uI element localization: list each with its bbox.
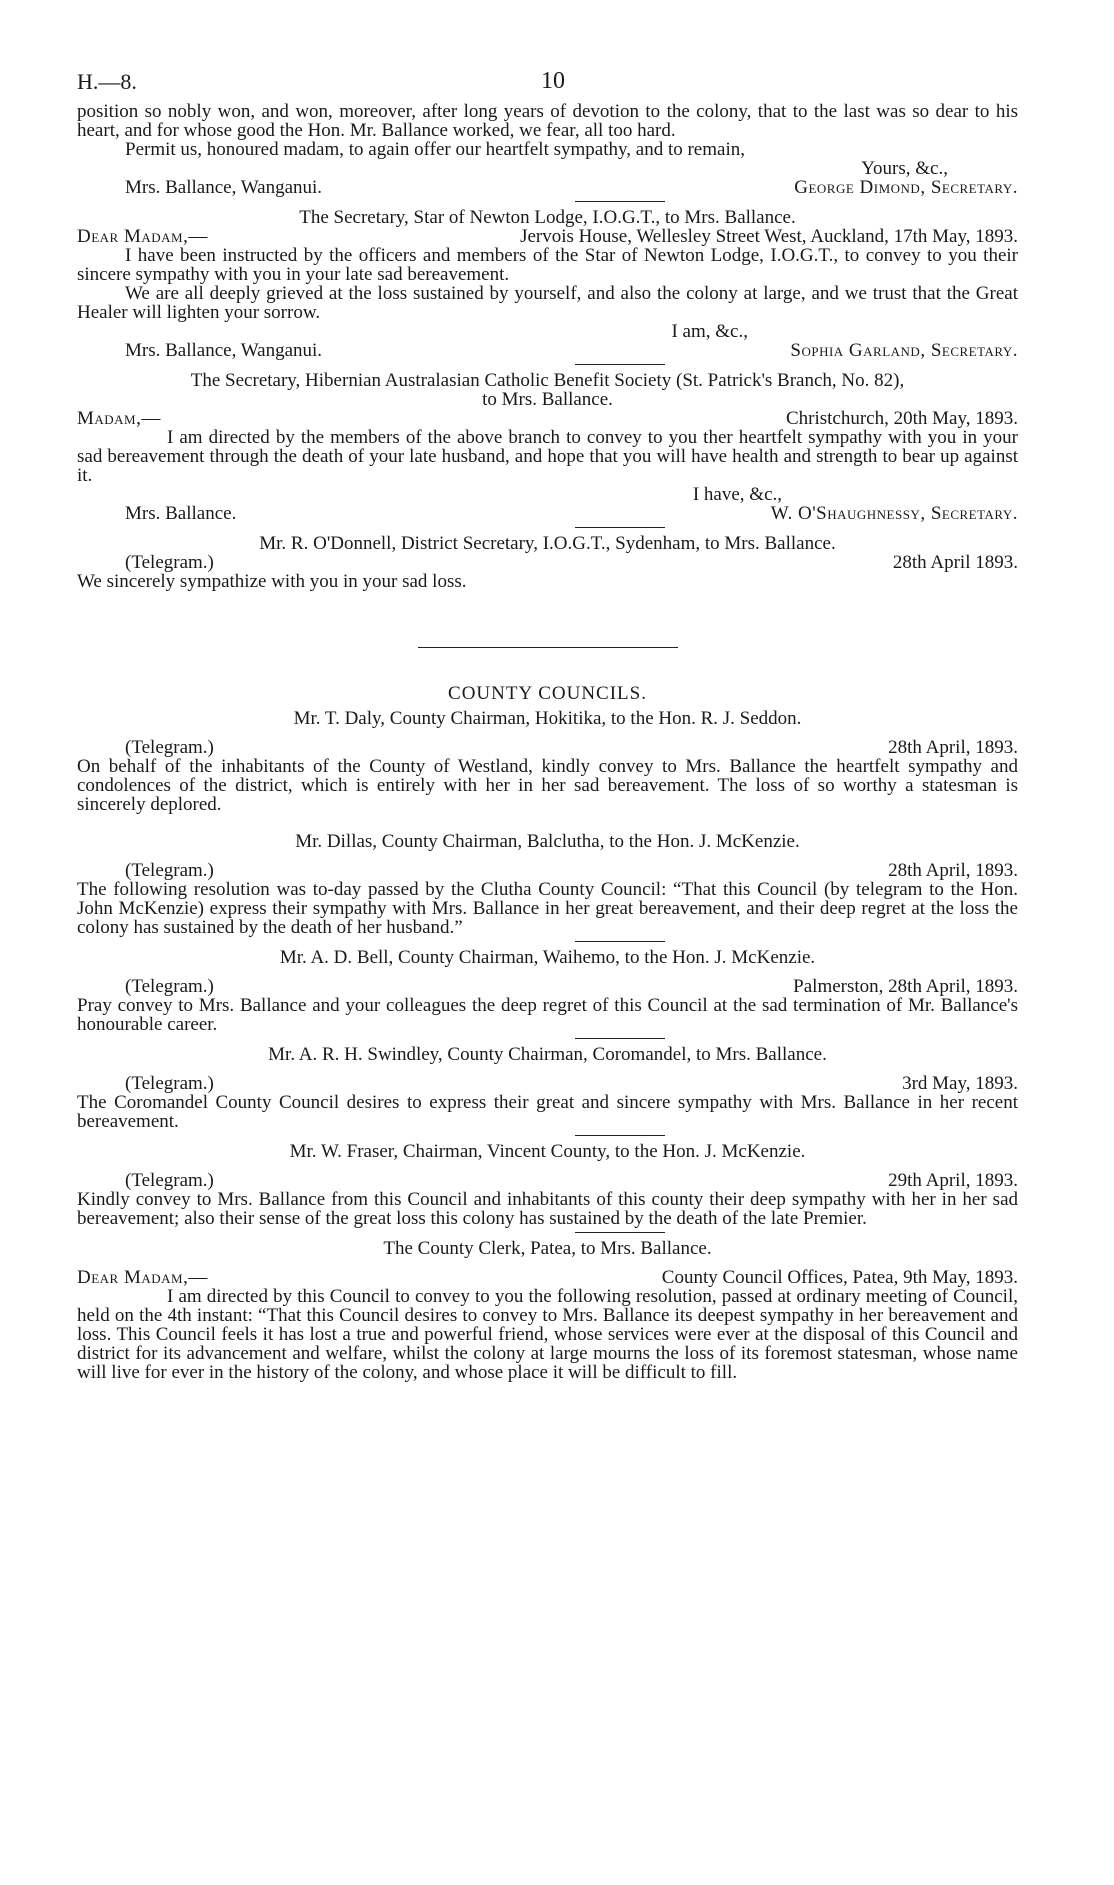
letter-paragraph: position so nobly won, and won, moreover, after long years of devotion to the colony, that to the last was so dear to his heart, and for whose good the Hon. Mr. Ballance worked, we fear, all too hard. — [77, 101, 1018, 141]
telegram-label: (Telegram.) — [125, 860, 214, 881]
letter-heading: Mr. A. D. Bell, County Chairman, Waihemo, to the Hon. J. McKenzie. — [279, 947, 816, 968]
letter-address: Jervois House, Wellesley Street West, Auckland, 17th May, 1893. — [520, 226, 1018, 247]
letter-patea — [77, 1239, 1018, 1382]
letter-signature: Sophia Garland, Secretary. — [790, 340, 1018, 361]
telegram-dillas — [77, 832, 1018, 937]
telegram-odonnell — [77, 534, 1018, 591]
page-number: 10 — [541, 68, 565, 94]
letter-heading: Mr. T. Daly, County Chairman, Hokitika, to the Hon. R. J. Seddon. — [293, 708, 802, 729]
letter-paragraph: I have been instructed by the officers and members of the Star of Newton Lodge, I.O.G.T., to convey to you their sincere sympathy with you in your late sad bereavement. — [77, 245, 1018, 285]
letter-address: Christchurch, 20th May, 1893. — [785, 408, 1018, 429]
section-title: COUNTY COUNCILS. — [448, 683, 647, 704]
letter-closing: Yours, &c., — [861, 158, 948, 179]
letter-date: 29th April, 1893. — [888, 1170, 1018, 1191]
telegram-label: (Telegram.) — [125, 737, 214, 758]
letter-salutation: Madam,— — [77, 408, 161, 429]
letter-closing: I am, &c., — [671, 321, 748, 342]
divider — [575, 1232, 665, 1233]
document-reference: H.—8. — [77, 69, 137, 94]
letter-paragraph: Kindly convey to Mrs. Ballance from this Council and inhabitants of this county their deep sympathy with her in her sad bereavement; also their sense of the great loss this colony has sustained by the death of the late Premier. — [77, 1189, 1018, 1229]
telegram-label: (Telegram.) — [125, 976, 214, 997]
letter-heading: Mr. W. Fraser, Chairman, Vincent County, to the Hon. J. McKenzie. — [289, 1141, 806, 1162]
letter-addressee: Mrs. Ballance, Wanganui. — [125, 177, 323, 198]
page-header — [77, 62, 1018, 102]
letter-signature: W. O'Shaughnessy, Secretary. — [770, 503, 1018, 524]
letter-star-of-newton — [77, 208, 1018, 360]
telegram-bell — [77, 948, 1018, 1034]
divider — [575, 1135, 665, 1136]
section-divider — [418, 647, 678, 648]
letter-heading: Mr. A. R. H. Swindley, County Chairman, Coromandel, to Mrs. Ballance. — [268, 1044, 827, 1065]
letter-paragraph: The following resolution was to-day passed by the Clutha County Council: “That this Council (by telegram to the Hon. John McKenzie) express their sympathy with Mrs. Ballance in her great bereavement, and their deep regret at the loss the colony has sustained by the death of her husband.” — [77, 879, 1018, 938]
letter-heading: The Secretary, Hibernian Australasian Catholic Benefit Society (St. Patrick's Branch, No. 82), — [190, 370, 905, 391]
letter-heading: The Secretary, Star of Newton Lodge, I.O.G.T., to Mrs. Ballance. — [299, 207, 796, 228]
divider — [575, 527, 665, 528]
letter-addressee: Mrs. Ballance. — [125, 503, 237, 524]
divider — [575, 364, 665, 365]
letter-paragraph: The Coromandel County Council desires to express their great and sincere sympathy with Mrs. Ballance in her recent bereavement. — [77, 1092, 1018, 1132]
letter-date: 28th April 1893. — [892, 552, 1018, 573]
letter-addressee: Mrs. Ballance, Wanganui. — [125, 340, 323, 361]
letter-date: 28th April, 1893. — [888, 737, 1018, 758]
letter-salutation: Dear Madam,— — [77, 1267, 208, 1288]
letter-closing: I have, &c., — [692, 484, 782, 505]
letter-paragraph: Pray convey to Mrs. Ballance and your colleagues the deep regret of this Council at the sad termination of Mr. Ballance's honourable career. — [77, 995, 1018, 1035]
letter-date: 28th April, 1893. — [888, 860, 1018, 881]
letter-heading: to Mrs. Ballance. — [482, 389, 613, 410]
letter-date: 3rd May, 1893. — [902, 1073, 1018, 1094]
letter-paragraph: Permit us, honoured madam, to again offer our heartfelt sympathy, and to remain, — [125, 139, 745, 160]
divider — [575, 1038, 665, 1039]
divider — [575, 941, 665, 942]
letter-paragraph: We are all deeply grieved at the loss sustained by yourself, and also the colony at large, and we trust that the Great Healer will lighten your sorrow. — [77, 283, 1018, 323]
letter-hibernian — [77, 371, 1018, 523]
letter-heading: Mr. Dillas, County Chairman, Balclutha, to the Hon. J. McKenzie. — [295, 831, 800, 852]
telegram-daly — [77, 709, 1018, 814]
letter-paragraph: On behalf of the inhabitants of the County of Westland, kindly convey to Mrs. Ballance the heartfelt sympathy and condolences of the district, which is entirely with her in her sad bereavement. The loss of so worthy a statesman is sincerely deplored. — [77, 756, 1018, 815]
letter-paragraph: I am directed by this Council to convey to you the following resolution, passed at ordinary meeting of Council, held on the 4th instant: “That this Council desires to convey to Mrs. Ballance its deepest sympathy in her bereavement and loss. This Council feels it has lost a true and powerful friend, whose services were ever at the disposal of this Council and district for its advancement and welfare, whilst the colony at large mourns the loss of its foremost statesman, whose name will live for ever in the history of the colony, and whose place it will be difficult to fill. — [77, 1286, 1018, 1383]
letter-heading: The County Clerk, Patea, to Mrs. Ballance. — [383, 1238, 712, 1259]
telegram-swindley — [77, 1045, 1018, 1131]
letter-heading: Mr. R. O'Donnell, District Secretary, I.O.G.T., Sydenham, to Mrs. Ballance. — [259, 533, 836, 554]
letter-date: Palmerston, 28th April, 1893. — [793, 976, 1018, 997]
telegram-fraser — [77, 1142, 1018, 1228]
divider — [575, 201, 665, 202]
telegram-label: (Telegram.) — [125, 1170, 214, 1191]
letter-dimond — [77, 102, 1018, 197]
letter-paragraph: We sincerely sympathize with you in your sad loss. — [77, 571, 467, 592]
telegram-label: (Telegram.) — [125, 552, 214, 573]
letter-salutation: Dear Madam,— — [77, 226, 208, 247]
telegram-label: (Telegram.) — [125, 1073, 214, 1094]
letter-paragraph: I am directed by the members of the above branch to convey to you ther heartfelt sympathy with you in your sad bereavement through the death of your late husband, and hope that you will have health and strength to bear up against it. — [77, 427, 1018, 486]
letter-signature: George Dimond, Secretary. — [794, 177, 1018, 198]
letter-address: County Council Offices, Patea, 9th May, 1893. — [661, 1267, 1018, 1288]
